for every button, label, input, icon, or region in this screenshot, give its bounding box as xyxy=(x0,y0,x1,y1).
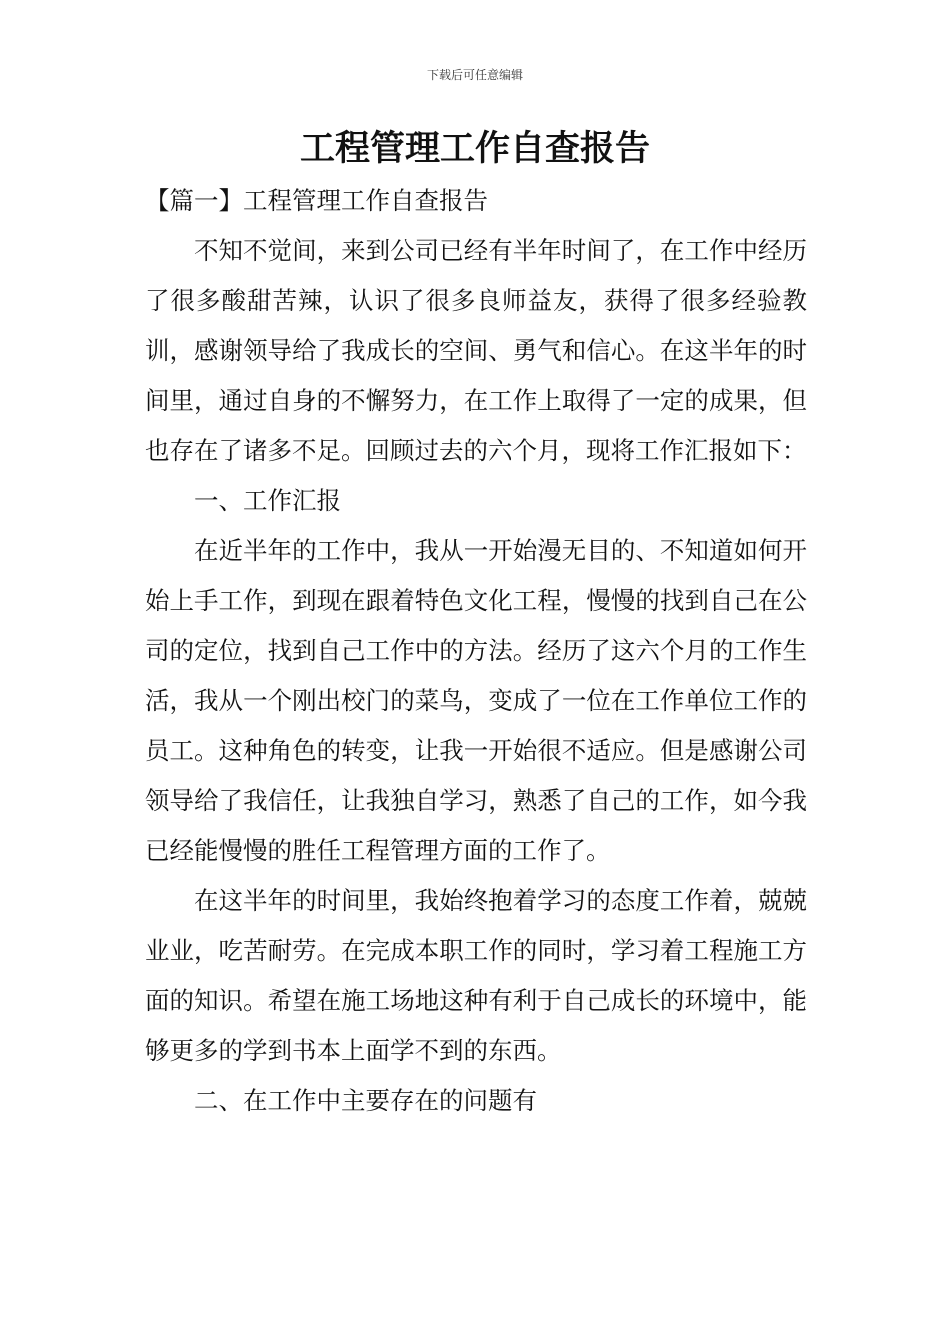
document-body xyxy=(145,176,807,1126)
paragraph-intro: 不知不觉间，来到公司已经有半年时间了，在工作中经历了很多酸甜苦辣，认识了很多良师益友，获得了很多经验教训，感谢领导给了我成长的空间、勇气和信心。在这半年的时间里，通过自身的不懈努力，在工作上取得了一定的成果，但也存在了诸多不足。回顾过去的六个月，现将工作汇报如下： xyxy=(145,236,807,465)
subheading-work-report: 一、工作汇报 xyxy=(194,486,341,515)
header-note: 下载后可任意编辑 xyxy=(426,68,523,82)
document-title: 工程管理工作自查报告 xyxy=(299,128,650,169)
subheading-problems: 二、在工作中主要存在的问题有 xyxy=(194,1086,537,1115)
section-heading: 【篇一】工程管理工作自查报告 xyxy=(145,186,488,215)
paragraph-work-report: 在近半年的工作中，我从一开始漫无目的、不知道如何开始上手工作，到现在跟着特色文化工程，慢慢的找到自己在公司的定位，找到自己工作中的方法。经历了这六个月的工作生活，我从一个刚出校门的菜鸟，变成了一位在工作单位工作的员工。这种角色的转变，让我一开始很不适应。但是感谢公司领导给了我信任，让我独自学习，熟悉了自己的工作，如今我已经能慢慢的胜任工程管理方面的工作了。 xyxy=(145,536,807,865)
paragraph-attitude: 在这半年的时间里，我始终抱着学习的态度工作着，兢兢业业，吃苦耐劳。在完成本职工作的同时，学习着工程施工方面的知识。希望在施工场地这种有利于自己成长的环境中，能够更多的学到书本上面学不到的东西。 xyxy=(145,886,807,1065)
